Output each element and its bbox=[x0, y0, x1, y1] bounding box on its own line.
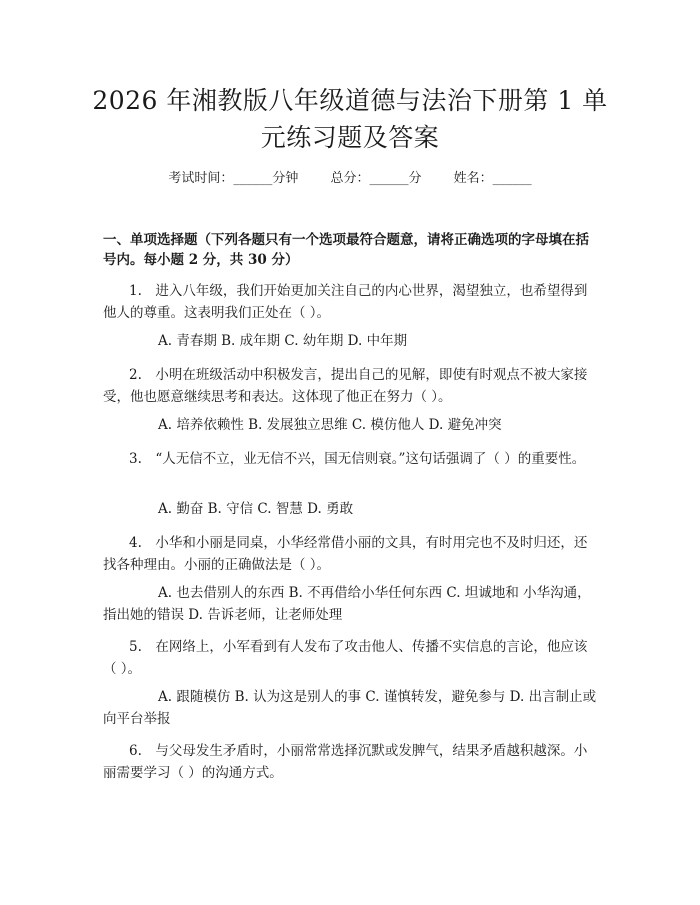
exam-info-row bbox=[0, 170, 700, 188]
document-title bbox=[60, 82, 640, 156]
title-line-2: 元练习题及答案 bbox=[260, 123, 440, 152]
question-1: 1. 进入八年级，我们开始更加关注自己的内心世界，渴望独立，也希望得到他人的尊重。这表明我们正处在（ ）。 bbox=[103, 283, 588, 321]
section-heading: 一、单项选择题（下列各题只有一个选项最符合题意，请将正确选项的字母填在括号内。每小题 2 分，共 30 分） bbox=[103, 232, 589, 268]
question-5: 5. 在网络上，小军看到有人发布了攻击他人、传播不实信息的言论，他应该（ ）。 bbox=[103, 639, 588, 677]
title-line-1: 2026 年湘教版八年级道德与法治下册第 1 单 bbox=[92, 86, 608, 115]
question-1-options: A. 青春期 B. 成年期 C. 幼年期 D. 中年期 bbox=[158, 333, 408, 349]
question-4-options: A. 也去借别人的东西 B. 不再借给小华任何东西 C. 坦诚地和 小华沟通，指出她的错误 D. 告诉老师，让老师处理 bbox=[103, 585, 591, 623]
total-score-field: 总分：______分 bbox=[330, 171, 422, 186]
question-2-options: A. 培养依赖性 B. 发展独立思维 C. 模仿他人 D. 避免冲突 bbox=[158, 417, 502, 433]
student-name-field: 姓名：______ bbox=[453, 171, 532, 186]
question-2: 2. 小明在班级活动中积极发言，提出自己的见解，即使有时观点不被大家接受，他也愿意继续思考和表达。这体现了他正在努力（ ）。 bbox=[103, 367, 588, 405]
question-6: 6. 与父母发生矛盾时，小丽常常选择沉默或发脾气，结果矛盾越积越深。小丽需要学习（ ）的沟通方式。 bbox=[103, 743, 588, 781]
question-3: 3. “人无信不立，业无信不兴，国无信则衰。”这句话强调了（ ）的重要性。 bbox=[129, 451, 586, 467]
question-3-options: A. 勤奋 B. 守信 C. 智慧 D. 勇敢 bbox=[158, 501, 354, 517]
exam-time-field: 考试时间：______分钟 bbox=[168, 171, 299, 186]
question-4: 4. 小华和小丽是同桌，小华经常借小丽的文具，有时用完也不及时归还，还找各种理由。小丽的正确做法是（ ）。 bbox=[103, 535, 588, 573]
question-5-options: A. 跟随模仿 B. 认为这是别人的事 C. 谨慎转发，避免参与 D. 出言制止或向平台举报 bbox=[103, 689, 597, 727]
